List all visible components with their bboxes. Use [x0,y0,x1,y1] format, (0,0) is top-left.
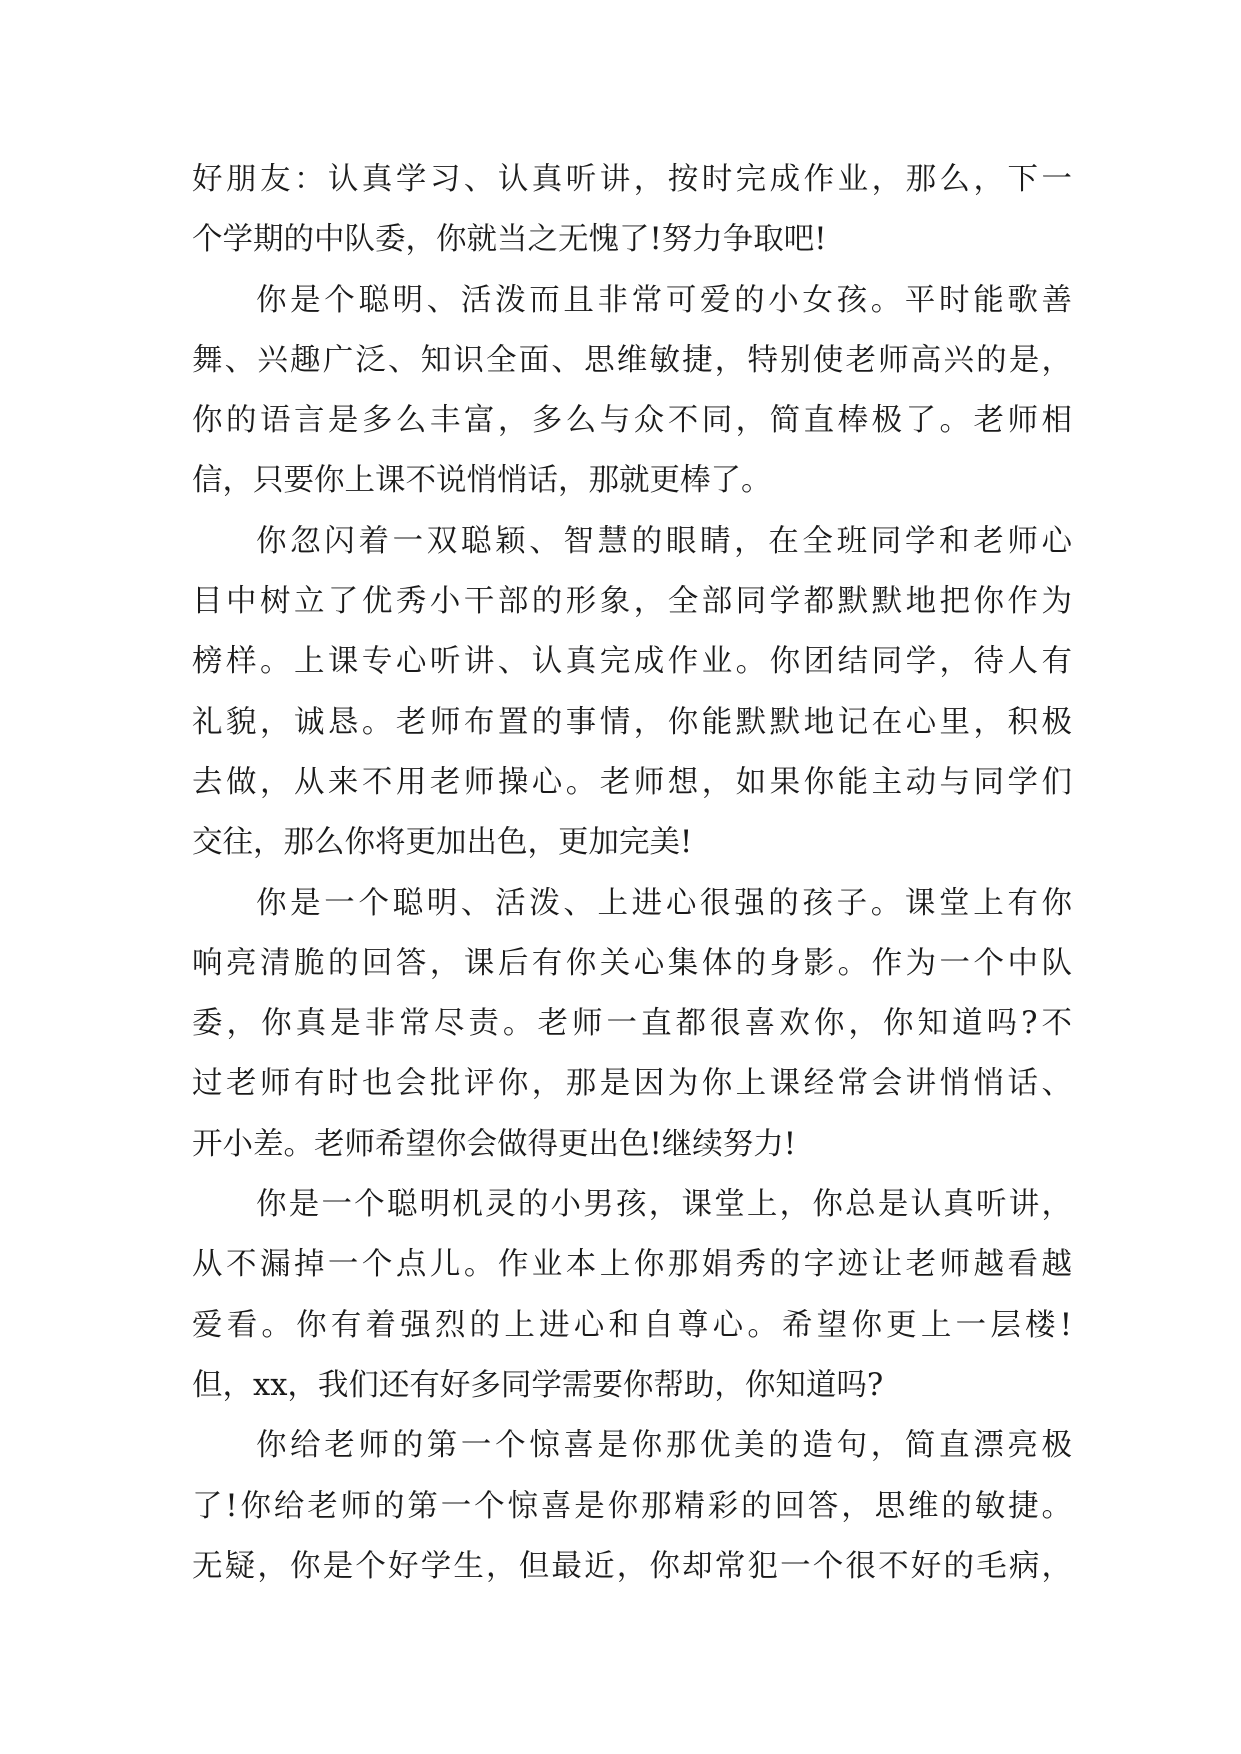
text-line: 无疑，你是个好学生，但最近，你却常犯一个很不好的毛病， [192,1548,1072,1584]
text-line: 目中树立了优秀小干部的形象，全部同学都默默地把你作为 [192,584,1072,620]
text-line: 但，xx，我们还有好多同学需要你帮助，你知道吗? [192,1367,884,1403]
document-body [192,150,1072,1597]
text-line: 委，你真是非常尽责。老师一直都很喜欢你，你知道吗?不 [192,1006,1072,1042]
paragraph-start-line: 你给老师的第一个惊喜是你那优美的造句，简直漂亮极 [256,1428,1072,1464]
text-line: 了!你给老师的第一个惊喜是你那精彩的回答，思维的敏捷。 [192,1488,1072,1524]
text-line: 交往，那么你将更加出色，更加完美! [192,825,693,861]
text-line: 去做，从来不用老师操心。老师想，如果你能主动与同学们 [192,764,1072,800]
paragraph-start-line: 你是一个聪明机灵的小男孩，课堂上，你总是认真听讲， [256,1187,1072,1223]
text-line: 从不漏掉一个点儿。作业本上你那娟秀的字迹让老师越看越 [192,1247,1072,1283]
text-line: 榜样。上课专心听讲、认真完成作业。你团结同学，待人有 [192,644,1072,680]
text-line: 响亮清脆的回答，课后有你关心集体的身影。作为一个中队 [192,945,1072,981]
text-line: 你的语言是多么丰富，多么与众不同，简直棒极了。老师相 [192,403,1072,439]
text-line: 信，只要你上课不说悄悄话，那就更棒了。 [192,463,772,499]
paragraph-start-line: 你是个聪明、活泼而且非常可爱的小女孩。平时能歌善 [256,282,1072,318]
text-line: 个学期的中队委，你就当之无愧了!努力争取吧! [192,222,827,258]
text-line: 爱看。你有着强烈的上进心和自尊心。希望你更上一层楼! [192,1307,1072,1343]
text-line: 过老师有时也会批评你，那是因为你上课经常会讲悄悄话、 [192,1066,1072,1102]
paragraph-start-line: 你是一个聪明、活泼、上进心很强的孩子。课堂上有你 [256,885,1072,921]
paragraph-start-line: 你忽闪着一双聪颖、智慧的眼睛，在全班同学和老师心 [256,523,1072,559]
text-line: 开小差。老师希望你会做得更出色!继续努力! [192,1126,797,1162]
text-line: 礼貌，诚恳。老师布置的事情，你能默默地记在心里，积极 [192,704,1072,740]
text-line: 舞、兴趣广泛、知识全面、思维敏捷，特别使老师高兴的是， [192,342,1072,378]
text-line: 好朋友：认真学习、认真听讲，按时完成作业，那么，下一 [192,162,1072,197]
